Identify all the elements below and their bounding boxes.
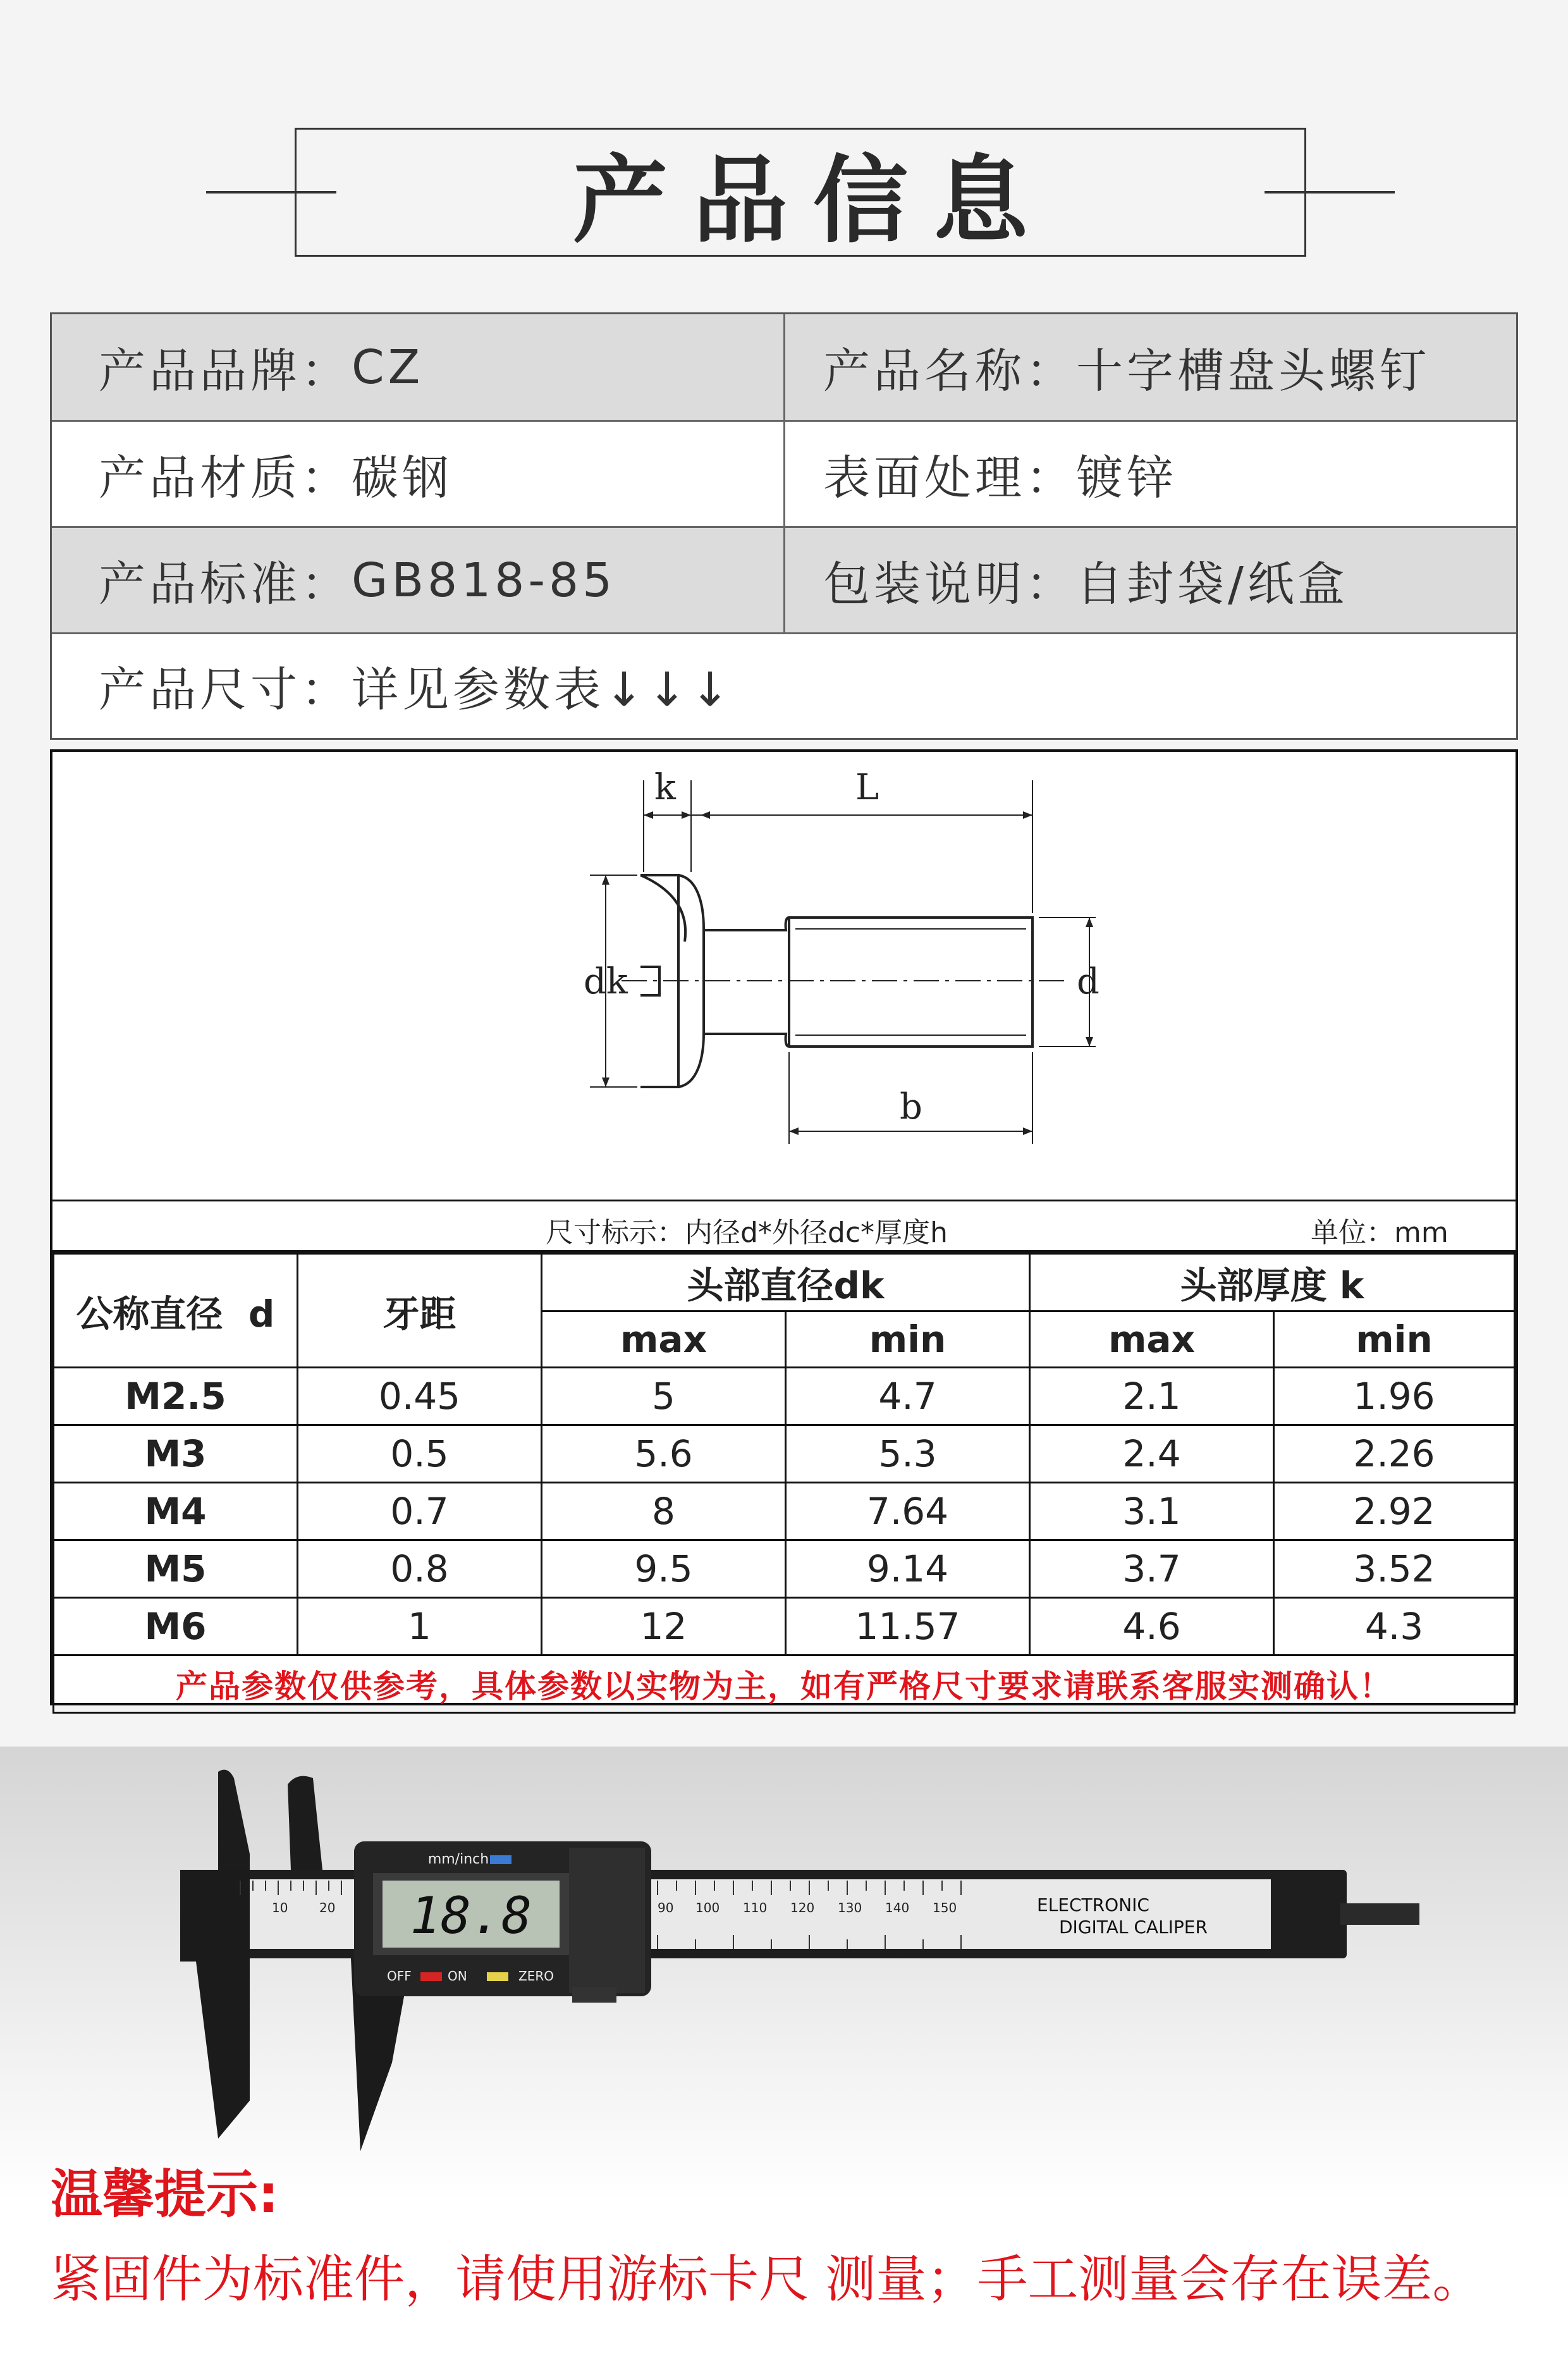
screw-shank <box>704 918 1032 1047</box>
scale-number: 20 <box>319 1900 336 1915</box>
dim-label-k: k <box>654 767 676 808</box>
info-row <box>52 634 1516 738</box>
caliper-power-button <box>420 1972 442 1981</box>
header-min: min <box>1274 1311 1515 1368</box>
info-cell-packaging <box>785 528 1516 632</box>
info-value: 十字槽盘头螺钉 <box>1076 343 1430 398</box>
info-cell-material <box>52 422 785 526</box>
cell-dk-min: 9.14 <box>786 1540 1030 1598</box>
cell-dk-min: 5.3 <box>786 1425 1030 1483</box>
spec-panel <box>50 749 1518 1705</box>
cell-k-max: 2.4 <box>1030 1425 1274 1483</box>
info-value: GB818-85 <box>352 553 616 608</box>
cell-k-min: 4.3 <box>1274 1598 1515 1655</box>
cell-dk-max: 5.6 <box>542 1425 786 1483</box>
info-label: 产品材质： <box>99 450 352 505</box>
info-value: 镀锌 <box>1076 450 1177 505</box>
scale-number: 90 <box>658 1900 674 1915</box>
info-row <box>52 314 1516 422</box>
scale-number: 150 <box>933 1900 957 1915</box>
screw-diagram <box>52 752 1516 1201</box>
spec-table <box>52 1253 1516 1714</box>
info-cell-brand <box>52 314 785 420</box>
dim-label-dk: dk <box>584 961 628 1002</box>
caliper-display-value: 18.8 <box>410 1886 532 1945</box>
header-max: max <box>542 1311 786 1368</box>
cell-size: M3 <box>54 1425 298 1483</box>
cell-k-min: 1.96 <box>1274 1368 1515 1425</box>
info-value: CZ <box>352 340 424 395</box>
cell-dk-max: 8 <box>542 1483 786 1540</box>
note-row <box>52 1202 1516 1253</box>
info-label: 产品尺寸： <box>99 663 352 717</box>
cell-size: M2.5 <box>54 1368 298 1425</box>
caliper-zero-label: ZERO <box>518 1968 554 1984</box>
scale-number: 130 <box>838 1900 862 1915</box>
scale-number: 120 <box>790 1900 815 1915</box>
cell-dk-min: 4.7 <box>786 1368 1030 1425</box>
info-label: 产品品牌： <box>99 343 352 398</box>
info-label: 包装说明： <box>823 556 1076 611</box>
cell-pitch: 1 <box>298 1598 542 1655</box>
cell-dk-max: 5 <box>542 1368 786 1425</box>
caliper-brand-line2: DIGITAL CALIPER <box>1059 1917 1208 1937</box>
product-info-table <box>50 312 1518 740</box>
info-row <box>52 528 1516 634</box>
info-row <box>52 422 1516 528</box>
info-label: 产品标准： <box>99 556 352 611</box>
cell-pitch: 0.8 <box>298 1540 542 1598</box>
cell-pitch: 0.5 <box>298 1425 542 1483</box>
cell-size: M5 <box>54 1540 298 1598</box>
cell-dk-max: 12 <box>542 1598 786 1655</box>
table-row <box>54 1425 1515 1483</box>
unit-note: 单位：mm <box>1311 1217 1449 1249</box>
dim-label-b: b <box>900 1086 922 1127</box>
cell-k-max: 2.1 <box>1030 1368 1274 1425</box>
info-value: 碳钢 <box>352 450 453 505</box>
upper-jaw-slide <box>288 1776 322 1870</box>
info-cell-standard <box>52 528 785 632</box>
warning-text: 产品参数仅供参考，具体参数以实物为主，如有严格尺寸要求请联系客服实测确认！ <box>54 1655 1515 1713</box>
caliper-on-label: ON <box>448 1968 467 1984</box>
info-cell-size <box>52 634 733 738</box>
caliper-thumb-wheel <box>572 1987 616 2003</box>
caliper-unit-label: mm/inch <box>427 1851 489 1867</box>
header-max: max <box>1030 1311 1274 1368</box>
title-box <box>295 128 1306 257</box>
tip-title: 温馨提示: <box>51 2164 279 2225</box>
cell-dk-min: 7.64 <box>786 1483 1030 1540</box>
header-nominal: 公称直径 d <box>54 1254 298 1368</box>
cell-k-min: 3.52 <box>1274 1540 1515 1598</box>
info-label: 产品名称： <box>823 343 1076 398</box>
info-label: 表面处理： <box>823 450 1076 505</box>
page-title: 产品信息 <box>572 146 1053 256</box>
caliper-depth-rod <box>1340 1903 1419 1925</box>
caliper-unit-button <box>490 1855 511 1864</box>
dim-label-d: d <box>1077 961 1099 1002</box>
cell-size: M6 <box>54 1598 298 1655</box>
info-cell-name <box>785 314 1516 420</box>
header-head-dia: 头部直径dk <box>542 1254 1030 1311</box>
info-value: 详见参数表↓↓↓ <box>352 663 734 717</box>
table-header-row <box>54 1254 1515 1311</box>
caliper-off-label: OFF <box>387 1968 412 1984</box>
tip-body: 紧固件为标准件，请使用游标卡尺 测量；手工测量会存在误差。 <box>51 2250 1483 2309</box>
cell-pitch: 0.7 <box>298 1483 542 1540</box>
table-row <box>54 1540 1515 1598</box>
table-row <box>54 1483 1515 1540</box>
dimension-note: 尺寸标示：内径d*外径dc*厚度h <box>546 1217 948 1249</box>
table-row <box>54 1368 1515 1425</box>
cell-k-max: 3.7 <box>1030 1540 1274 1598</box>
scale-number: 140 <box>885 1900 910 1915</box>
upper-jaw-fixed <box>218 1770 250 1870</box>
cell-pitch: 0.45 <box>298 1368 542 1425</box>
header-head-thk: 头部厚度 k <box>1030 1254 1515 1311</box>
screw-drawing <box>52 752 1516 1200</box>
info-cell-surface <box>785 422 1516 526</box>
info-value: 自封袋/纸盒 <box>1076 556 1349 611</box>
caliper-image <box>0 1747 1568 2151</box>
scale-number: 100 <box>695 1900 720 1915</box>
header-pitch: 牙距 <box>298 1254 542 1368</box>
dim-label-L: L <box>855 767 879 808</box>
cell-k-max: 4.6 <box>1030 1598 1274 1655</box>
lower-jaw-fixed <box>180 1870 250 2139</box>
cell-k-max: 3.1 <box>1030 1483 1274 1540</box>
header-min: min <box>786 1311 1030 1368</box>
caliper-zero-button <box>487 1972 508 1981</box>
caliper-brand-line1: ELECTRONIC <box>1037 1894 1149 1915</box>
cell-dk-min: 11.57 <box>786 1598 1030 1655</box>
cell-k-min: 2.92 <box>1274 1483 1515 1540</box>
scale-number: 10 <box>272 1900 288 1915</box>
cell-size: M4 <box>54 1483 298 1540</box>
warning-row <box>54 1655 1515 1713</box>
cell-dk-max: 9.5 <box>542 1540 786 1598</box>
cell-k-min: 2.26 <box>1274 1425 1515 1483</box>
table-row <box>54 1598 1515 1655</box>
scale-number: 110 <box>743 1900 768 1915</box>
